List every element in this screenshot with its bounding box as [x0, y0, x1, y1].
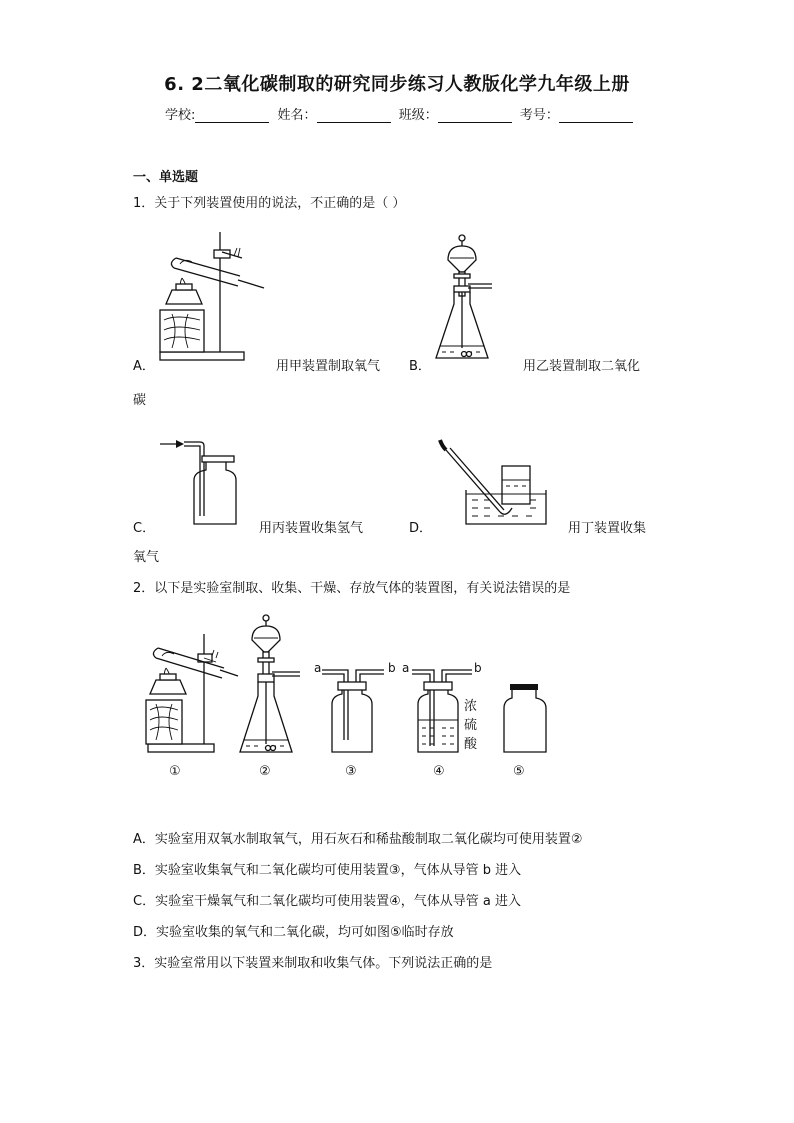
q1-option-d-wrap: 氧气 — [133, 550, 160, 565]
q2-tube-b-label-4: b — [474, 661, 482, 675]
q3-stem: 3．实验室常用以下装置来制取和收集气体。下列说法正确的是 — [133, 956, 493, 971]
q1-option-b-wrap: 碳 — [133, 393, 147, 408]
apparatus-yi-conical-flask — [432, 232, 504, 366]
q2-option-a: A．实验室用双氧水制取氧气，用石灰石和稀盐酸制取二氧化碳均可使用装置② — [133, 832, 583, 847]
apparatus-jia-heating-tube — [152, 228, 270, 368]
q1-option-b-letter: B． — [409, 359, 431, 374]
q2-tube-a-label-3: a — [314, 661, 322, 675]
number-label: 考号： — [519, 108, 559, 123]
q2-option-c: C．实验室干燥氧气和二氧化碳均可使用装置④，气体从导管 a 进入 — [133, 894, 521, 909]
q2-figure-label-2: ② — [259, 764, 271, 779]
section-heading: 一、单选题 — [133, 170, 199, 185]
q1-option-a-letter: A． — [133, 359, 155, 374]
q1-option-c-letter: C． — [133, 521, 156, 536]
q2-option-d: D．实验室收集的氧气和二氧化碳，均可如图⑤临时存放 — [133, 925, 454, 940]
q2-apparatus-2-conical-flask — [238, 612, 304, 758]
q1-option-c-text: 用丙装置收集氢气 — [259, 521, 364, 536]
apparatus-ding-water-trough — [436, 436, 552, 528]
q2-figure-label-4: ④ — [433, 764, 445, 779]
q1-option-b-text: 用乙装置制取二氧化 — [523, 359, 641, 374]
class-label: 班级： — [398, 108, 438, 123]
q2-tube-a-label-4: a — [402, 661, 410, 675]
class-blank[interactable] — [438, 109, 512, 123]
q2-apparatus-3-gas-bottle — [312, 658, 402, 758]
q2-apparatus-1-heating — [142, 612, 242, 758]
q2-figure-label-1: ① — [169, 764, 181, 779]
q2-stem: 2．以下是实验室制取、收集、干燥、存放气体的装置图，有关说法错误的是 — [133, 581, 571, 596]
q2-apparatus-5-covered-bottle — [500, 680, 550, 756]
q2-option-b: B．实验室收集氧气和二氧化碳均可使用装置③，气体从导管 b 进入 — [133, 863, 522, 878]
q2-tube-b-label-3: b — [388, 661, 396, 675]
q2-acid-label-2: 硫 — [464, 718, 478, 733]
page-title: 6. 2二氧化碳制取的研究同步练习人教版化学九年级上册 — [164, 74, 630, 95]
q2-figure-label-3: ③ — [345, 764, 357, 779]
apparatus-bing-gas-bottle — [156, 436, 240, 528]
student-info-line — [165, 104, 637, 123]
q1-option-d-letter: D． — [409, 521, 433, 536]
q1-stem: 1．关于下列装置使用的说法，不正确的是（ ） — [133, 196, 406, 211]
school-label: 学校: — [165, 108, 196, 123]
name-label: 姓名： — [277, 108, 317, 123]
name-blank[interactable] — [317, 109, 391, 123]
q2-apparatus-4-drying-bottle — [402, 658, 492, 758]
school-blank[interactable] — [195, 109, 269, 123]
number-blank[interactable] — [559, 109, 633, 123]
q2-figure-label-5: ⑤ — [513, 764, 525, 779]
q1-option-a-text: 用甲装置制取氧气 — [276, 359, 381, 374]
q2-acid-label-3: 酸 — [464, 737, 478, 752]
q2-acid-label-1: 浓 — [464, 699, 478, 714]
q1-option-d-text: 用丁装置收集 — [568, 521, 647, 536]
